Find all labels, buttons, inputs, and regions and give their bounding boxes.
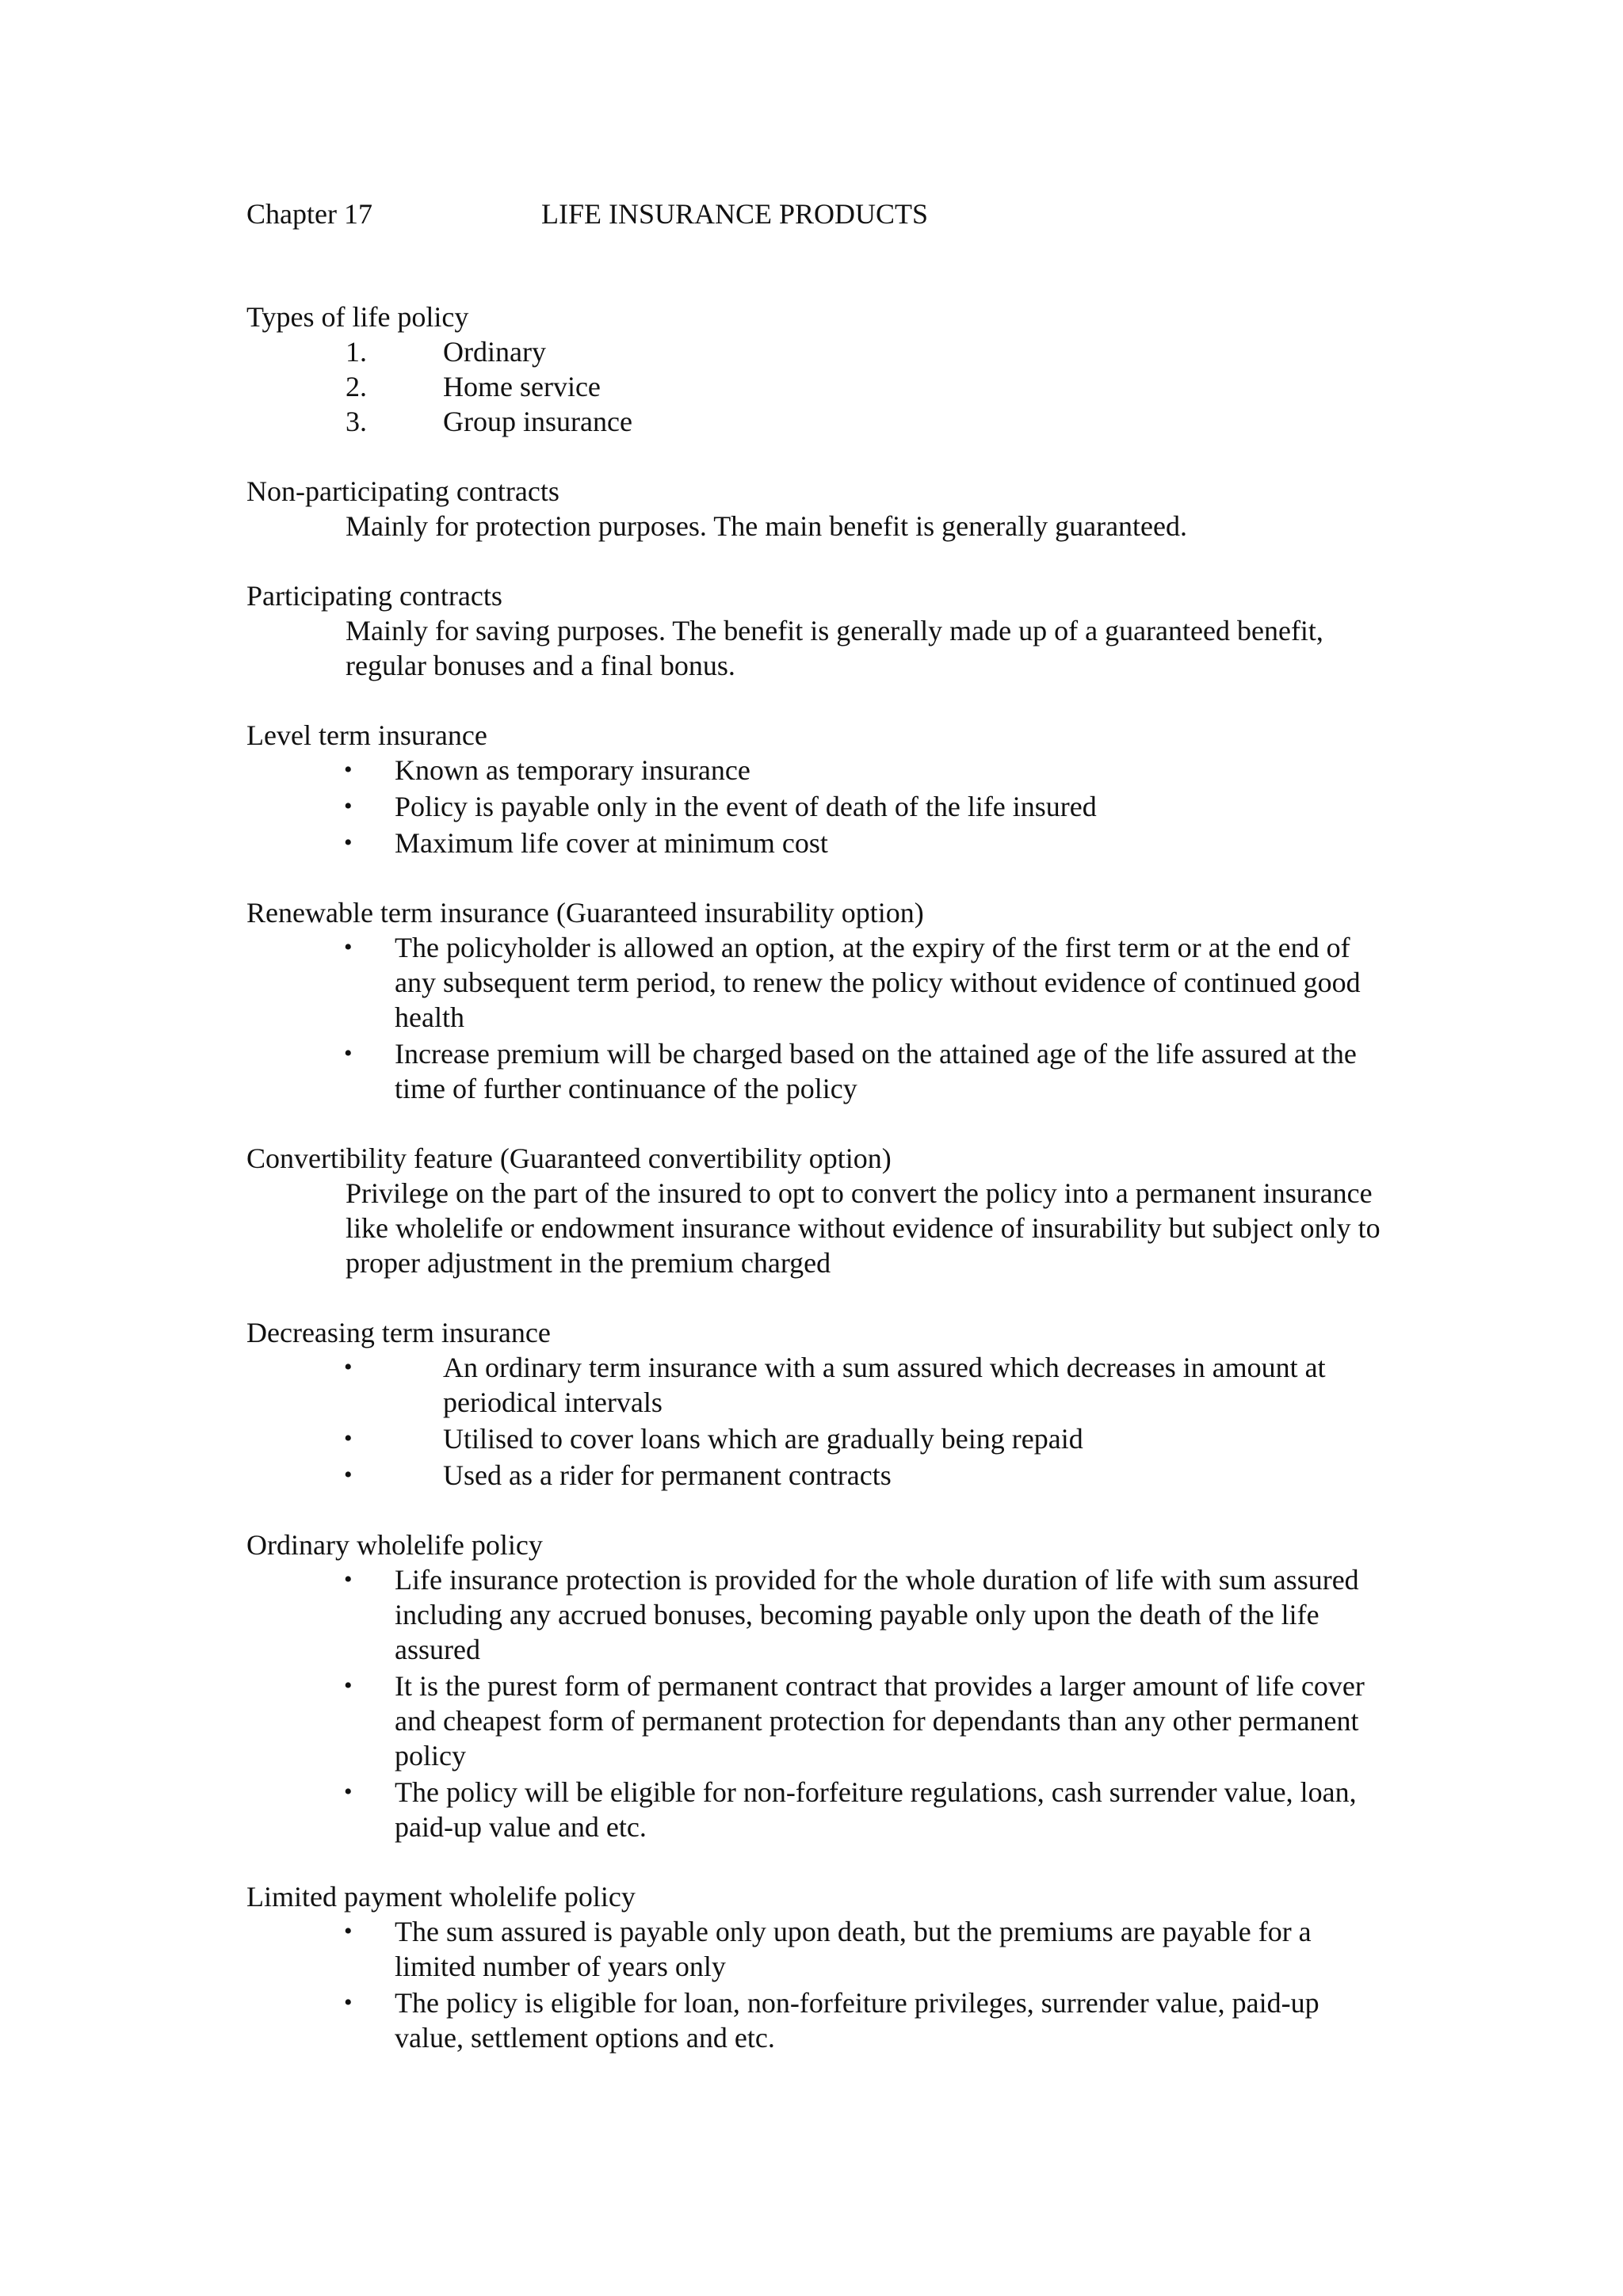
document-body bbox=[246, 299, 1388, 2055]
section bbox=[246, 1141, 1388, 1280]
section-heading: Convertibility feature (Guaranteed convertibility option) bbox=[246, 1142, 892, 1174]
bullet-text: Used as a rider for permanent contracts bbox=[443, 1459, 892, 1491]
item-number: 1. bbox=[346, 336, 367, 368]
bullet-item bbox=[246, 930, 1393, 1035]
bullet-text: The policy is eligible for loan, non-forfeiture privileges, surrender value, paid-up value, settlement options and etc. bbox=[395, 1987, 1319, 2054]
chapter-title: LIFE INSURANCE PRODUCTS bbox=[541, 198, 929, 230]
bullet-icon: • bbox=[344, 1425, 353, 1451]
bullet-text: Increase premium will be charged based on the attained age of the life assured at the time of further continuance of the policy bbox=[395, 1038, 1357, 1104]
section bbox=[246, 1315, 1388, 1493]
bullet-text: Life insurance protection is provided for the whole duration of life with sum assured including any accrued bonuses, becoming payable only upon the death of the life assured bbox=[395, 1564, 1359, 1665]
numbered-item bbox=[246, 334, 1388, 369]
bullet-icon: • bbox=[344, 1040, 353, 1066]
bullet-item bbox=[246, 826, 1393, 860]
section bbox=[246, 474, 1388, 543]
section-paragraph: Mainly for protection purposes. The main benefit is generally guaranteed. bbox=[346, 510, 1187, 542]
bullet-list bbox=[246, 1562, 1388, 1844]
bullet-list bbox=[246, 1914, 1388, 2055]
bullet-text: An ordinary term insurance with a sum assured which decreases in amount at periodical intervals bbox=[443, 1352, 1326, 1418]
section-heading: Ordinary wholelife policy bbox=[246, 1529, 543, 1561]
item-number: 2. bbox=[346, 371, 367, 402]
item-text: Home service bbox=[443, 371, 601, 402]
bullet-item bbox=[246, 1669, 1393, 1773]
bullet-text: Maximum life cover at minimum cost bbox=[395, 827, 828, 859]
section-paragraph: Mainly for saving purposes. The benefit is generally made up of a guaranteed benefit, regular bonuses and a final bonus. bbox=[346, 615, 1323, 681]
section-heading: Non-participating contracts bbox=[246, 475, 559, 507]
chapter-header bbox=[246, 196, 1435, 231]
numbered-item bbox=[246, 404, 1388, 439]
bullet-item bbox=[246, 1421, 1394, 1456]
bullet-list bbox=[246, 930, 1388, 1106]
bullet-icon: • bbox=[344, 1672, 353, 1699]
bullet-text: The policyholder is allowed an option, at the expiry of the first term or at the end of any subsequent term period, to renew the policy without evidence of continued good health bbox=[395, 932, 1361, 1033]
bullet-item bbox=[246, 1985, 1393, 2055]
bullet-icon: • bbox=[344, 1989, 353, 2016]
section bbox=[246, 895, 1388, 1106]
bullet-item bbox=[246, 1458, 1394, 1493]
item-number: 3. bbox=[346, 406, 367, 437]
bullet-item bbox=[246, 1350, 1394, 1420]
bullet-icon: • bbox=[344, 1918, 353, 1944]
item-text: Group insurance bbox=[443, 406, 632, 437]
section-heading: Level term insurance bbox=[246, 719, 487, 751]
bullet-item bbox=[246, 1562, 1393, 1667]
bullet-item bbox=[246, 1775, 1393, 1844]
bullet-item bbox=[246, 1914, 1393, 1984]
numbered-list bbox=[246, 334, 1388, 439]
section bbox=[246, 1527, 1388, 1844]
bullet-icon: • bbox=[344, 1462, 353, 1488]
bullet-item bbox=[246, 1036, 1393, 1106]
section bbox=[246, 299, 1388, 439]
bullet-text: Policy is payable only in the event of death of the life insured bbox=[395, 791, 1097, 822]
chapter-number: Chapter 17 bbox=[246, 198, 372, 230]
bullet-text: The sum assured is payable only upon death, but the premiums are payable for a limited number of years only bbox=[395, 1916, 1312, 1982]
bullet-icon: • bbox=[344, 757, 353, 783]
section-paragraph: Privilege on the part of the insured to opt to convert the policy into a permanent insurance like wholelife or endowment insurance without evidence of insurability but subject only to proper adjustment in the premium charged bbox=[346, 1177, 1381, 1279]
section-heading: Renewable term insurance (Guaranteed insurability option) bbox=[246, 897, 924, 929]
bullet-list bbox=[246, 1350, 1388, 1493]
bullet-icon: • bbox=[344, 830, 353, 856]
numbered-item bbox=[246, 369, 1388, 404]
section-heading: Limited payment wholelife policy bbox=[246, 1881, 636, 1913]
bullet-text: Known as temporary insurance bbox=[395, 754, 750, 786]
bullet-icon: • bbox=[344, 1354, 353, 1380]
bullet-icon: • bbox=[344, 934, 353, 960]
bullet-icon: • bbox=[344, 793, 353, 819]
bullet-icon: • bbox=[344, 1566, 353, 1592]
bullet-text: The policy will be eligible for non-forfeiture regulations, cash surrender value, loan, paid-up value and etc. bbox=[395, 1776, 1357, 1843]
bullet-icon: • bbox=[344, 1779, 353, 1805]
section-heading: Types of life policy bbox=[246, 301, 469, 333]
bullet-item bbox=[246, 789, 1393, 824]
item-text: Ordinary bbox=[443, 336, 546, 368]
section bbox=[246, 1879, 1388, 2055]
section-heading: Participating contracts bbox=[246, 580, 502, 612]
bullet-text: It is the purest form of permanent contract that provides a larger amount of life cover and cheapest form of permanent protection for dependants than any other permanent policy bbox=[395, 1670, 1365, 1772]
bullet-item bbox=[246, 753, 1393, 788]
section bbox=[246, 578, 1388, 683]
section-heading: Decreasing term insurance bbox=[246, 1317, 551, 1348]
bullet-text: Utilised to cover loans which are gradually being repaid bbox=[443, 1423, 1083, 1455]
section bbox=[246, 718, 1388, 860]
bullet-list bbox=[246, 753, 1388, 860]
